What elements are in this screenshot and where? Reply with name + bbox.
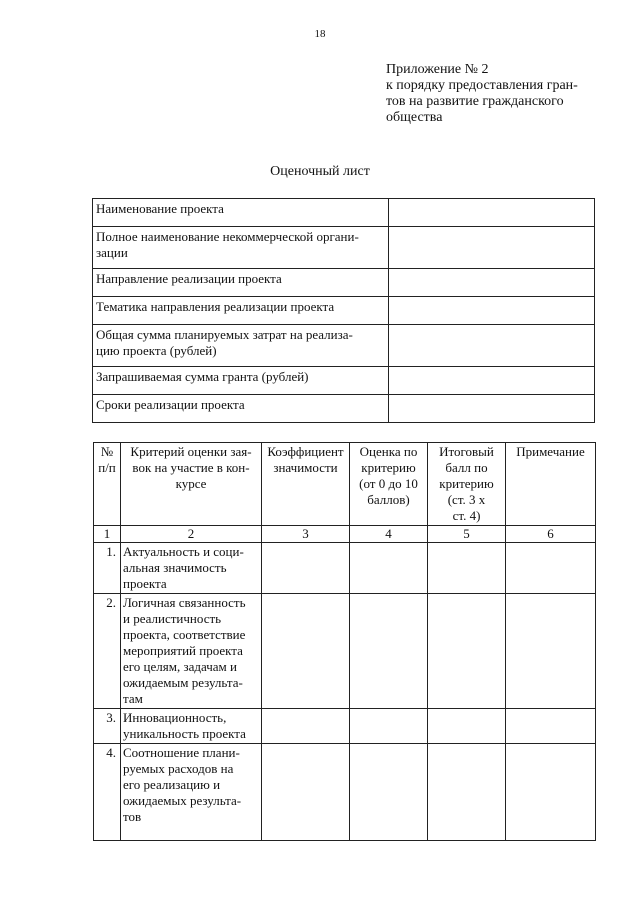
total-cell [428,744,506,841]
note-cell [506,594,596,709]
info-label: Сроки реализации проекта [93,395,389,423]
info-value-cell [389,199,595,227]
note-cell [506,543,596,594]
column-header: Критерий оценки зая- вок на участие в кон- курсе [121,443,262,526]
appendix-header [386,62,616,126]
appendix-line: Приложение № 2 [386,62,489,77]
column-header: Итоговый балл по критерию (ст. 3 х ст. 4) [428,443,506,526]
column-number-row [94,526,596,543]
appendix-line: к порядку предоставления гран- [386,78,578,93]
coefficient-cell [262,709,350,744]
total-cell [428,709,506,744]
info-value-cell [389,325,595,367]
info-value-cell [389,227,595,269]
info-label: Наименование проекта [93,199,389,227]
info-row [93,367,595,395]
criteria-row [94,594,596,709]
criteria-row [94,709,596,744]
info-value-cell [389,269,595,297]
info-value-cell [389,367,595,395]
criterion-text: Логичная связанность и реалистичность проекта, соответствие мероприятий проекта его целям, задачам и ожидаемым результа- там [121,594,262,709]
total-cell [428,594,506,709]
score-cell [350,709,428,744]
coefficient-cell [262,744,350,841]
note-cell [506,744,596,841]
info-label: Тематика направления реализации проекта [93,297,389,325]
column-number: 5 [428,526,506,543]
column-header: № п/п [94,443,121,526]
info-value-cell [389,395,595,423]
info-row [93,395,595,423]
column-number: 6 [506,526,596,543]
info-value-cell [389,297,595,325]
project-info-table [92,198,595,423]
info-label: Запрашиваемая сумма гранта (рублей) [93,367,389,395]
total-cell [428,543,506,594]
info-row [93,199,595,227]
column-number: 2 [121,526,262,543]
criteria-row [94,543,596,594]
score-cell [350,543,428,594]
column-number: 3 [262,526,350,543]
info-row [93,269,595,297]
page-number: 18 [314,28,326,40]
score-cell [350,594,428,709]
info-label: Направление реализации проекта [93,269,389,297]
appendix-line: общества [386,110,443,125]
criterion-index: 4. [94,744,121,841]
info-label: Полное наименование некоммерческой органи- зации [93,227,389,269]
column-header: Коэффициент значимости [262,443,350,526]
criterion-text: Соотношение плани- руемых расходов на его реализацию и ожидаемых результа- тов [121,744,262,841]
criterion-text: Актуальность и соци- альная значимость проекта [121,543,262,594]
coefficient-cell [262,594,350,709]
info-row [93,297,595,325]
coefficient-cell [262,543,350,594]
appendix-line: тов на развитие гражданского [386,94,564,109]
info-label: Общая сумма планируемых затрат на реализа- цию проекта (рублей) [93,325,389,367]
column-header: Примечание [506,443,596,526]
criteria-row [94,744,596,841]
document-title: Оценочный лист [270,164,370,179]
evaluation-criteria-table [93,442,596,841]
column-number: 1 [94,526,121,543]
criterion-index: 1. [94,543,121,594]
note-cell [506,709,596,744]
criterion-index: 3. [94,709,121,744]
info-row [93,325,595,367]
info-row [93,227,595,269]
score-cell [350,744,428,841]
criterion-index: 2. [94,594,121,709]
criterion-text: Инновационность, уникальность проекта [121,709,262,744]
column-number: 4 [350,526,428,543]
column-header: Оценка по критерию (от 0 до 10 баллов) [350,443,428,526]
criteria-header-row [94,443,596,526]
